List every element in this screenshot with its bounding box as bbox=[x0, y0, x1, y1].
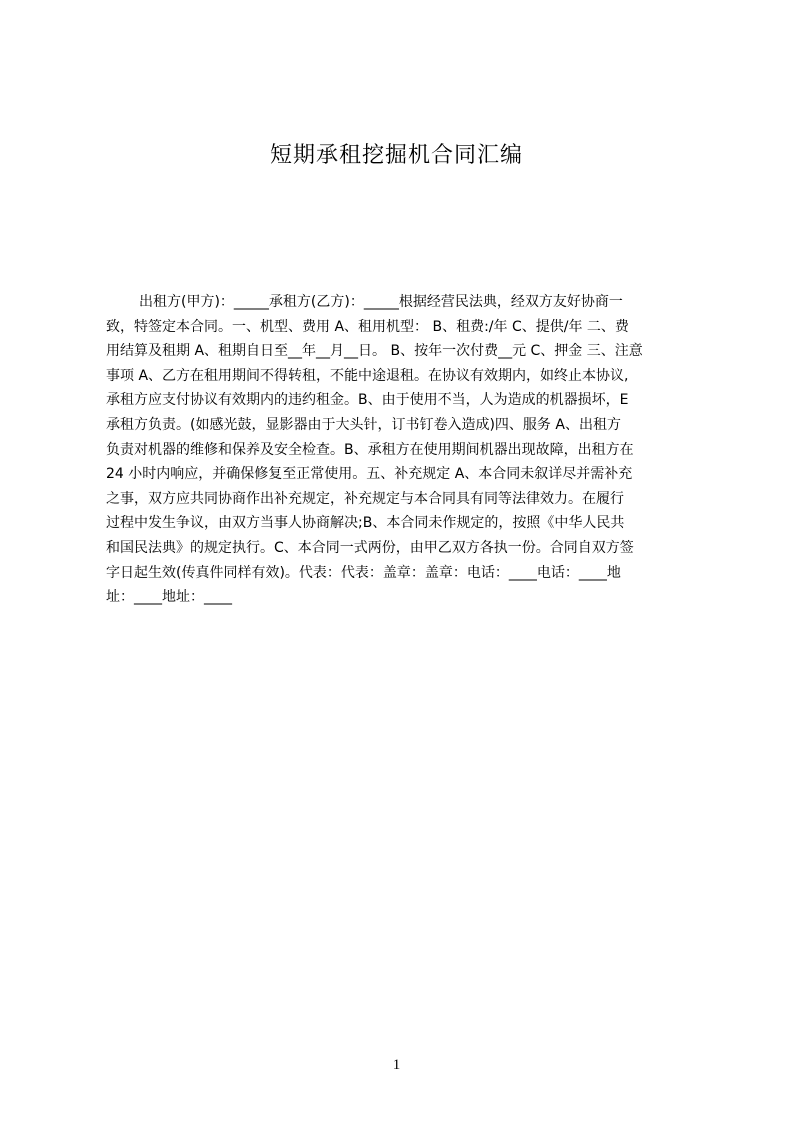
body-line: 字日起生效(传真件同样有效)。代表：代表：盖章：盖章：电话：____电话：____地 bbox=[106, 564, 621, 581]
body-line: 出租方(甲方)：_____承租方(乙方)：_____根据经营民法典，经双方友好协商一 bbox=[139, 294, 623, 310]
body-line: 负责对机器的维修和保养及安全检查。B、承租方在使用期间机器出现故障，出租方在 bbox=[106, 441, 634, 458]
contract-body bbox=[106, 290, 696, 610]
body-line: 承租方应支付协议有效期内的违约租金。B、由于使用不当，人为造成的机器损坏，E bbox=[106, 392, 629, 409]
body-line: 之事，双方应共同协商作出补充规定，补充规定与本合同具有同等法律效力。在履行 bbox=[106, 490, 624, 507]
document-title: 短期承租挖掘机合同汇编 bbox=[269, 143, 523, 168]
body-line: 24 小时内响应，并确保修复至正常使用。五、补充规定 A、本合同未叙详尽并需补充 bbox=[106, 466, 633, 483]
body-line: 事项 A、乙方在租用期间不得转租，不能中途退租。在协议有效期内，如终止本协议, bbox=[106, 367, 629, 384]
body-line: 过程中发生争议，由双方当事人协商解决;B、本合同未作规定的，按照《中华人民共 bbox=[106, 515, 625, 532]
body-line: 用结算及租期 A、租期自日至__年__月__日。 B、按年一次付费__元 C、押金 三、注意 bbox=[106, 343, 643, 360]
body-line: 承租方负责。(如感光鼓，显影器由于大头针，订书钉卷入造成)四、服务 A、出租方 bbox=[106, 416, 621, 433]
body-line: 址：____地址：____ bbox=[106, 589, 232, 606]
body-line: 和国民法典》的规定执行。C、本合同一式两份，由甲乙双方各执一份。合同自双方签 bbox=[106, 539, 634, 556]
page-number: 1 bbox=[392, 1057, 401, 1073]
body-line: 致，特签定本合同。一、机型、费用 A、租用机型： B、租费:/年 C、提供/年 二、费 bbox=[106, 318, 629, 335]
